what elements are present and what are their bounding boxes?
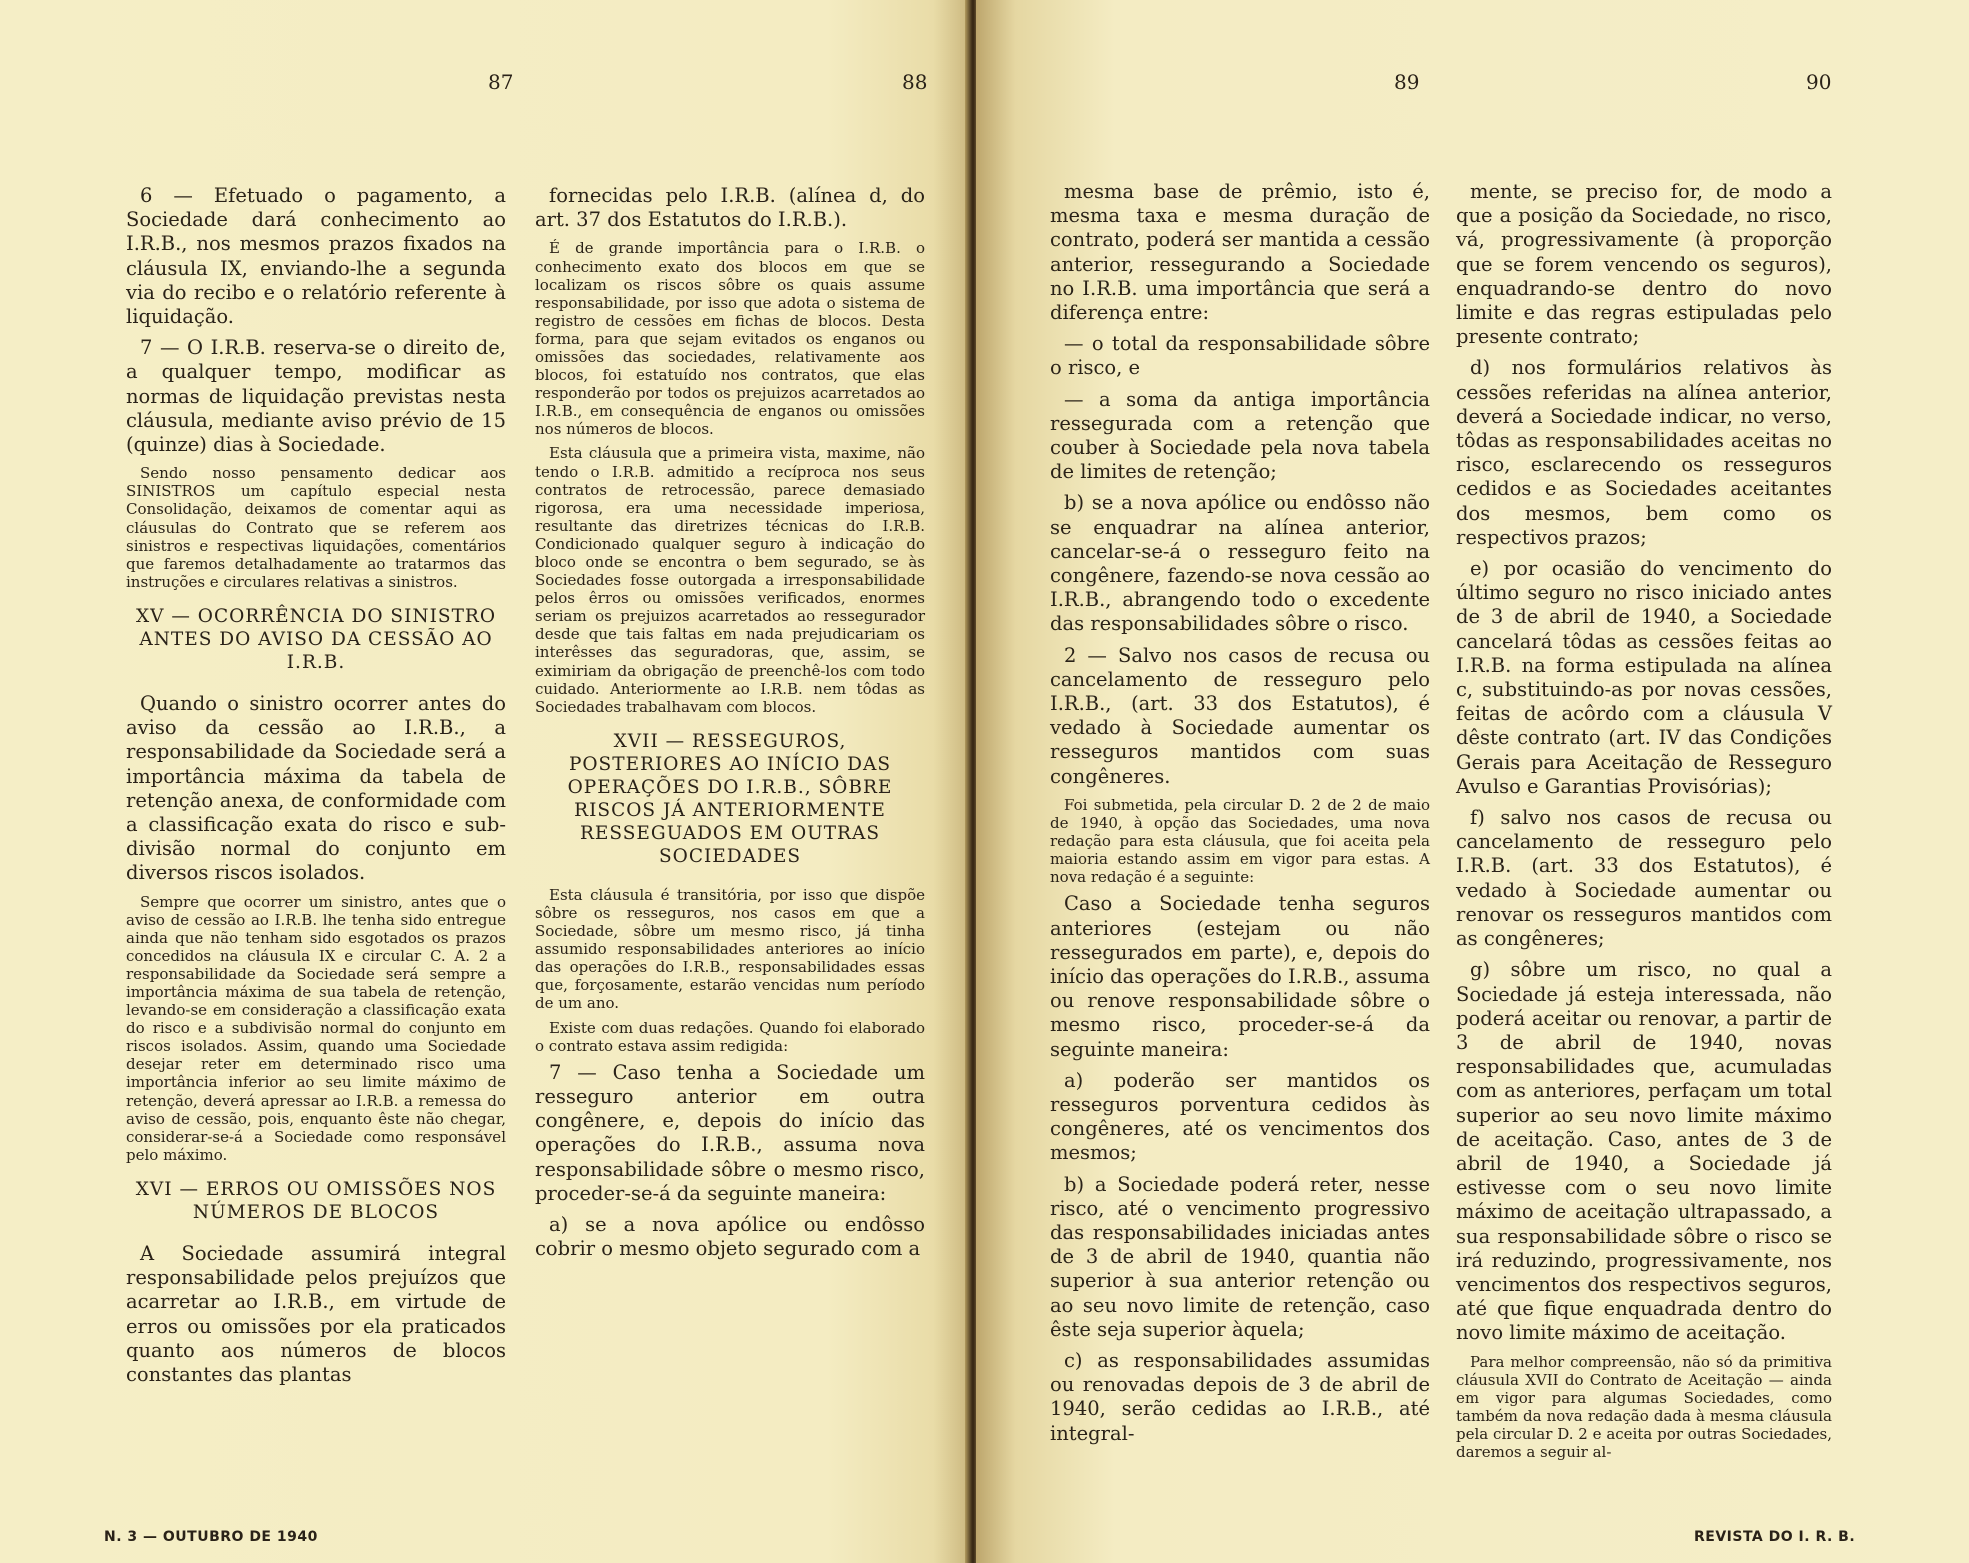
footer-issue: N. 3 — OUTUBRO DE 1940 [104, 1529, 318, 1545]
commentary-note: Esta cláusula que a primeira vista, maxime, não tendo o I.R.B. admitido a recíproca nos seus contratos de retrocessão, parece demasiado rigorosa, era uma necessidade imperiosa, resultante das diretrizes técnicas do I.R.B. Condicionado qualquer seguro à indicação do bloco onde se encontra o bem segurado, se às Sociedades fosse outorgada a irresponsabilidade pelos êrros ou omissões verificados, enormes seriam os prejuizos acarretados ao ressegurador desde que tais faltas em nada prejudicariam os interêsses das seguradoras, que, assim, se eximiriam da obrigação de preenchê-los com todo cuidado. Anteriormente ao I.R.B. nem tôdas as Sociedades trabalhavam com blocos. [535, 444, 925, 716]
paragraph: d) nos formulários relativos às cessões referidas na alínea anterior, deverá a Sociedade indicar, no verso, tôdas as responsabilidades aceitas no risco, esclarecendo os resseguros cedidos e as Sociedades aceitantes dos mesmos, bem como os respectivos prazos; [1456, 356, 1832, 549]
column-4 [1456, 180, 1832, 1467]
footer-journal: REVISTA DO I. R. B. [1694, 1529, 1856, 1545]
commentary-note: Esta cláusula é transitória, por isso que dispõe sôbre os resseguros, nos casos em que a Sociedade, sôbre um mesmo risco, já tinha assumido responsabilidades anteriores ao início das operações do I.R.B., responsabilidades essas que, forçosamente, estarão vencidas num período de um ano. [535, 885, 925, 1013]
commentary-note: Sendo nosso pensamento dedicar aos SINISTROS um capítulo especial nesta Consolidação, deixamos de comentar aqui as cláusulas do Contrato que se referem aos sinistros e respectivas liquidações, comentários que faremos detalhadamente ao tratarmos das instruções e circulares relativas a sinistros. [126, 464, 506, 591]
column-3 [1050, 180, 1430, 1453]
paragraph: f) salvo nos casos de recusa ou cancelamento de resseguro pelo I.R.B. (art. 33 dos Estatutos), é vedado à Sociedade aumentar ou renovar os resseguros mantidos com as congêneres; [1456, 806, 1832, 951]
section-heading-xvi: XVI — ERROS OU OMISSÕES NOS NÚMEROS DE BLOCOS [135, 1178, 497, 1223]
section-heading-xv: XV — OCORRÊNCIA DO SINISTRO ANTES DO AVISO DA CESSÃO AO I.R.B. [136, 605, 496, 673]
paragraph: 2 — Salvo nos casos de recusa ou cancelamento de resseguro pelo I.R.B., (art. 33 dos Estatutos), é vedado à Sociedade aumentar os resseguros mantidos com suas congêneres. [1050, 643, 1430, 788]
paragraph: b) se a nova apólice ou endôsso não se enquadrar na alínea anterior, cancelar-se-á o resseguro feito na congênere, fazendo-se nova cessão ao I.R.B., abrangendo todo o excedente das responsabilidades sôbre o risco. [1050, 491, 1430, 636]
commentary-note: É de grande importância para o I.R.B. o conhecimento exato dos blocos em que se localizam os riscos sôbre os quais assume responsabilidade, por isso que adota o sistema de registro de cessões em fichas de blocos. Desta forma, para que sejam evitados os enganos ou omissões das sociedades, relativamente aos blocos, foi estatuído nos contratos, que elas responderão por todos os prejuizos acarretados ao I.R.B., em consequência de enganos ou omissões nos números de blocos. [535, 239, 925, 439]
paragraph: c) as responsabilidades assumidas ou renovadas depois de 3 de abril de 1940, serão cedidas ao I.R.B., até integral- [1050, 1349, 1430, 1445]
page-number-89: 89 [1394, 70, 1420, 94]
page-number-90: 90 [1806, 70, 1832, 94]
page-number-88: 88 [902, 70, 928, 94]
left-page [0, 0, 972, 1563]
paragraph: a) poderão ser mantidos os resseguros porventura cedidos às congêneres, até os vencimentos dos mesmos; [1050, 1068, 1430, 1165]
paragraph: g) sôbre um risco, no qual a Sociedade já esteja interessada, não poderá aceitar ou renovar, a partir de 3 de abril de 1940, novas responsabilidades que, acumuladas com as anteriores, perfaçam um total superior ao seu novo limite máximo de aceitação. Caso, antes de 3 de abril de 1940, a Sociedade já estivesse com o seu novo limite máximo de aceitação ultrapassado, a sua responsabilidade sôbre o risco se irá reduzindo, progressivamente, nos vencimentos dos respectivos seguros, até que fique enquadrada dentro do novo limite máximo de aceitação. [1456, 958, 1832, 1345]
commentary-note: Para melhor compreensão, não só da primitiva cláusula XVII do Contrato de Aceitação — ainda em vigor para algumas Sociedades, como também da nova redação dada à mesma cláusula pela circular D. 2 e aceita por outras Sociedades, daremos a seguir al- [1456, 1352, 1832, 1462]
paragraph: — o total da responsabilidade sôbre o risco, e [1050, 332, 1430, 380]
paragraph: Quando o sinistro ocorrer antes do aviso da cessão ao I.R.B., a responsabilidade da Sociedade será a importância máxima da tabela de retenção anexa, de conformidade com a classificação exata do risco e sub-divisão normal do conjunto em diversos riscos isolados. [126, 691, 506, 885]
paragraph: Caso a Sociedade tenha seguros anteriores (estejam ou não ressegurados em parte), e, depois do início das operações do I.R.B., assuma ou renove responsabilidade sôbre o mesmo risco, proceder-se-á da seguinte maneira: [1050, 892, 1431, 1061]
commentary-note: Foi submetida, pela circular D. 2 de 2 de maio de 1940, à opção das Sociedades, uma nova redação para esta cláusula, que foi aceita pela maioria estando assim em vigor para estas. A nova redação é a seguinte: [1050, 795, 1430, 887]
column-2 [535, 184, 925, 1268]
section-heading-xvii: XVII — RESSEGUROS, POSTERIORES AO INÍCIO DAS OPERAÇÕES DO I.R.B., SÔBRE RISCOS JÁ ANTERIORMENTE RESSEGUADOS EM OUTRAS SOCIEDADES [567, 730, 893, 867]
paragraph: 6 — Efetuado o pagamento, a Sociedade dará conhecimento ao I.R.B., nos mesmos prazos fixados na cláusula IX, enviando-lhe a segunda via do recibo e o relatório referente à liquidação. [126, 184, 506, 329]
commentary-note: Existe com duas redações. Quando foi elaborado o contrato estava assim redigida: [535, 1018, 925, 1055]
commentary-note: Sempre que ocorrer um sinistro, antes que o aviso de cessão ao I.R.B. lhe tenha sido entregue ainda que não tenham sido esgotados os prazos concedidos na cláusula IX e circular C. A. 2 a responsabilidade da Sociedade será sempre a importância máxima de sua tabela de retenção, levando-se em consideração a classificação exata do risco e a subdivisão normal do conjunto em riscos isolados. Assim, quando uma Sociedade desejar reter em determinado risco uma importância inferior ao seu limite máximo de retenção, deverá apressar ao I.R.B. a remessa do aviso de cessão, pois, enquanto êste não chegar, considerar-se-á a Sociedade como responsável pelo máximo. [126, 892, 506, 1164]
paragraph: e) por ocasião do vencimento do último seguro no risco iniciado antes de 3 de abril de 1940, a Sociedade cancelará tôdas as cessões feitas ao I.R.B. na forma estipulada na alínea c, substituindo-as por novas cessões, feitas de acôrdo com a cláusula V dêste contrato (art. IV das Condições Gerais para Aceitação de Resseguro Avulso e Garantias Provisórias); [1456, 557, 1832, 798]
right-page [976, 0, 1969, 1563]
column-1 [126, 184, 506, 1394]
paragraph: b) a Sociedade poderá reter, nesse risco, até o vencimento progressivo das responsabilidades iniciadas antes de 3 de abril de 1940, quantia não superior à sua anterior retenção ou ao seu novo limite de retenção, caso êste seja superior àquela; [1050, 1172, 1430, 1341]
paragraph: mente, se preciso for, de modo a que a posição da Sociedade, no risco, vá, progressivamente (à proporção que se forem vencendo os seguros), enquadrando-se dentro do novo limite e das regras estipuladas pelo presente contrato; [1456, 180, 1832, 349]
paragraph: 7 — O I.R.B. reserva-se o direito de, a qualquer tempo, modificar as normas de liquidação previstas nesta cláusula, mediante aviso prévio de 15 (quinze) dias à Sociedade. [126, 336, 506, 457]
paragraph: mesma base de prêmio, isto é, mesma taxa e mesma duração de contrato, poderá ser mantida a cessão anterior, ressegurando a Sociedade no I.R.B. uma importância que será a diferença entre: [1050, 180, 1430, 325]
paragraph: 7 — Caso tenha a Sociedade um resseguro anterior em outra congênere, e, depois do início das operações do I.R.B., assuma nova responsabilidade sôbre o mesmo risco, proceder-se-á da seguinte maneira: [535, 1060, 925, 1205]
paragraph: — a soma da antiga importância ressegurada com a retenção que couber à Sociedade pela nova tabela de limites de retenção; [1050, 387, 1430, 484]
paragraph: a) se a nova apólice ou endôsso cobrir o mesmo objeto segurado com a [535, 1212, 925, 1261]
paragraph: A Sociedade assumirá integral responsabilidade pelos prejuízos que acarretar ao I.R.B., em virtude de erros ou omissões por ela praticados quanto aos números de blocos constantes das plantas [126, 1241, 506, 1386]
page-number-87: 87 [488, 70, 514, 94]
paragraph: fornecidas pelo I.R.B. (alínea d, do art. 37 dos Estatutos do I.R.B.). [535, 184, 925, 232]
